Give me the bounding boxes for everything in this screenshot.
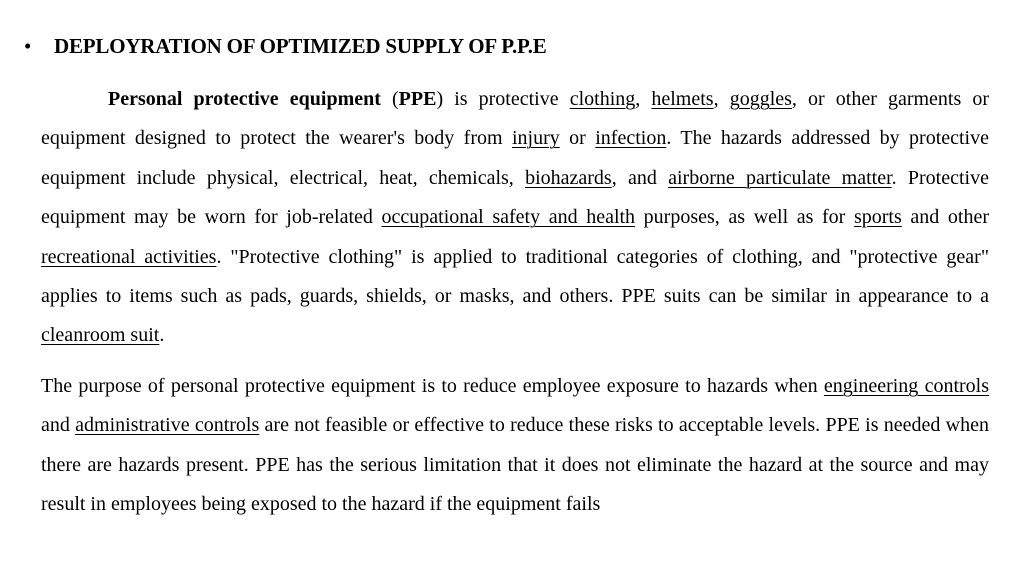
text-segment: ) is protective (436, 88, 570, 110)
text-segment: and other (901, 206, 989, 229)
link-cleanroom-suit[interactable]: cleanroom suit (41, 324, 160, 347)
text-segment: , (635, 88, 652, 110)
bullet-icon: • (24, 34, 32, 58)
link-biohazards[interactable]: biohazards (525, 166, 612, 189)
paragraph-ppe-purpose (41, 367, 989, 525)
text-segment: and (41, 414, 76, 437)
term-ppe: Personal protective equipment (108, 88, 381, 110)
link-administrative-controls[interactable]: administrative controls (75, 414, 260, 437)
link-helmets[interactable]: helmets (651, 88, 714, 110)
abbr-ppe: PPE (398, 88, 437, 110)
link-recreational-activities[interactable]: recreational activities (41, 245, 217, 268)
link-goggles[interactable]: goggles (729, 88, 792, 110)
text-segment: . Protective equipment may be worn for job-related (41, 166, 989, 229)
link-injury[interactable]: injury (511, 127, 560, 150)
text-segment: . "Protective clothing" is applied to traditional categories of clothing, and "protective gear" applies to items such as pads, guards, shields, or masks, and others. PPE suits can be similar in appearance to a (41, 245, 989, 308)
text-segment: or (559, 127, 596, 150)
paragraph-ppe-definition (41, 80, 989, 356)
text-segment: , (713, 88, 730, 110)
heading-title: DEPLOYRATION OF OPTIMIZED SUPPLY OF P.P.E (54, 34, 547, 58)
text-segment: purposes, as well as for (635, 206, 854, 229)
text-segment: , or other garments or equipment designed to protect the wearer's body from (41, 88, 990, 150)
link-occupational-safety-and-health[interactable]: occupational safety and health (381, 206, 636, 229)
link-airborne-particulate-matter[interactable]: airborne particulate matter (668, 166, 892, 189)
link-infection[interactable]: infection (595, 127, 667, 150)
section-heading (24, 34, 547, 59)
link-engineering-controls[interactable]: engineering controls (823, 375, 990, 397)
link-clothing[interactable]: clothing (569, 88, 636, 110)
text-segment: are not feasible or effective to reduce these risks to acceptable levels. PPE is needed when there are hazards present. PPE has the serious limitation that it does not eliminate the hazard at the source and may result in employees being exposed to the hazard if the equipment fails (41, 414, 989, 516)
text-segment: . (159, 324, 165, 347)
text-segment: ( (380, 88, 399, 110)
text-segment: The purpose of personal protective equipment is to reduce employee exposure to hazards when (41, 375, 824, 397)
text-segment: , and (611, 166, 669, 189)
text-segment: . The hazards addressed by protective equipment include physical, electrical, heat, chemicals, (41, 127, 989, 189)
link-sports[interactable]: sports (853, 206, 902, 229)
